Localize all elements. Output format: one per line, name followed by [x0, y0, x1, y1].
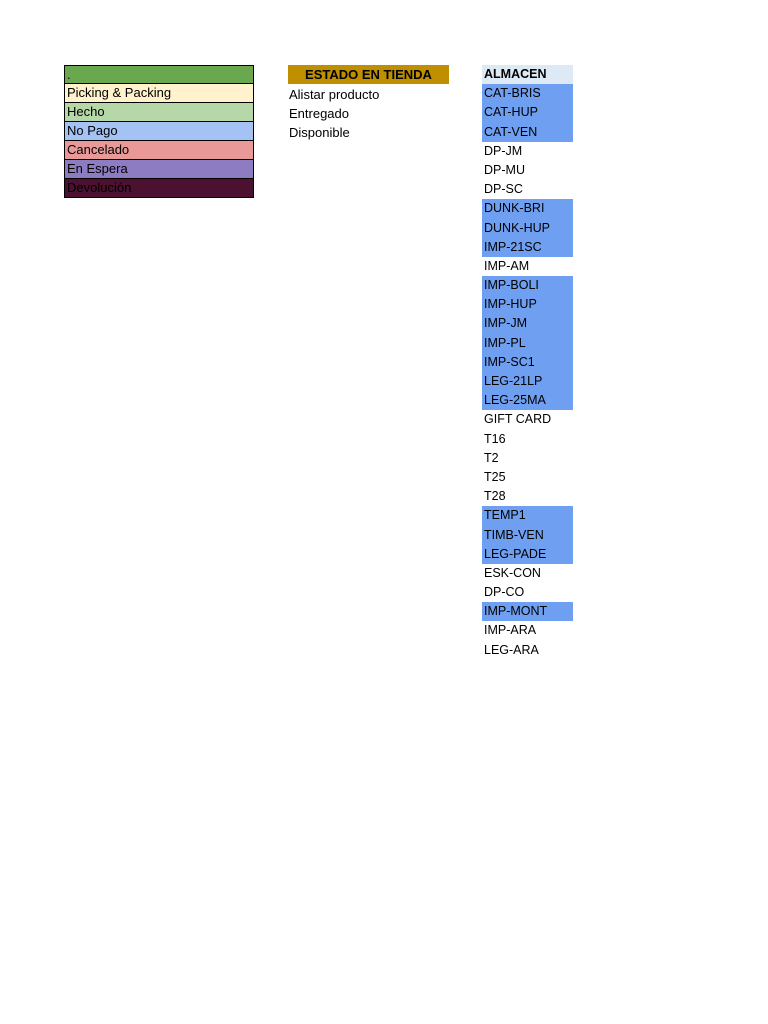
- almacen-row: DP-CO: [484, 585, 525, 600]
- almacen-row: CAT-HUP: [482, 103, 573, 122]
- estado-item: Disponible: [289, 125, 350, 140]
- estado-item: Alistar producto: [289, 87, 380, 102]
- almacen-row: CAT-VEN: [482, 123, 573, 142]
- almacen-row: DP-MU: [484, 162, 525, 177]
- almacen-row: LEG-25MA: [482, 391, 573, 410]
- status-row: No Pago: [64, 122, 254, 141]
- status-row: Cancelado: [64, 141, 254, 160]
- status-row: Hecho: [64, 103, 254, 122]
- almacen-row: IMP-JM: [482, 314, 573, 333]
- almacen-row: IMP-BOLI: [482, 276, 573, 295]
- status-row: .: [64, 65, 254, 84]
- almacen-header: ALMACEN: [482, 65, 573, 84]
- almacen-row: TEMP1: [482, 506, 573, 525]
- almacen-row: IMP-PL: [482, 334, 573, 353]
- almacen-row: IMP-ARA: [484, 623, 537, 638]
- estado-header: ESTADO EN TIENDA: [288, 65, 449, 84]
- almacen-row: T28: [484, 489, 506, 504]
- almacen-row: GIFT CARD: [484, 412, 552, 427]
- almacen-row: T2: [484, 450, 499, 465]
- status-row: Picking & Packing: [64, 84, 254, 103]
- almacen-row: T25: [484, 469, 506, 484]
- estado-item: Entregado: [289, 106, 349, 121]
- almacen-row: ESK-CON: [484, 565, 541, 580]
- almacen-row: T16: [484, 431, 506, 446]
- status-row: Devolución: [64, 179, 254, 198]
- almacen-list: [482, 65, 573, 660]
- almacen-row: LEG-ARA: [484, 642, 539, 657]
- almacen-row: IMP-AM: [484, 258, 530, 273]
- almacen-row: IMP-SC1: [482, 353, 573, 372]
- almacen-row: IMP-HUP: [482, 295, 573, 314]
- almacen-row: DP-SC: [484, 182, 523, 197]
- almacen-row: TIMB-VEN: [482, 526, 573, 545]
- almacen-row: DUNK-HUP: [482, 219, 573, 238]
- almacen-row: LEG-21LP: [482, 372, 573, 391]
- almacen-row: IMP-21SC: [482, 238, 573, 257]
- almacen-row: CAT-BRIS: [482, 84, 573, 103]
- almacen-row: DP-JM: [484, 143, 523, 158]
- status-legend: [64, 65, 254, 198]
- almacen-row: IMP-MONT: [482, 602, 573, 621]
- status-row: En Espera: [64, 160, 254, 179]
- almacen-row: LEG-PADE: [482, 545, 573, 564]
- almacen-row: DUNK-BRI: [482, 199, 573, 218]
- estado-list: [289, 85, 379, 142]
